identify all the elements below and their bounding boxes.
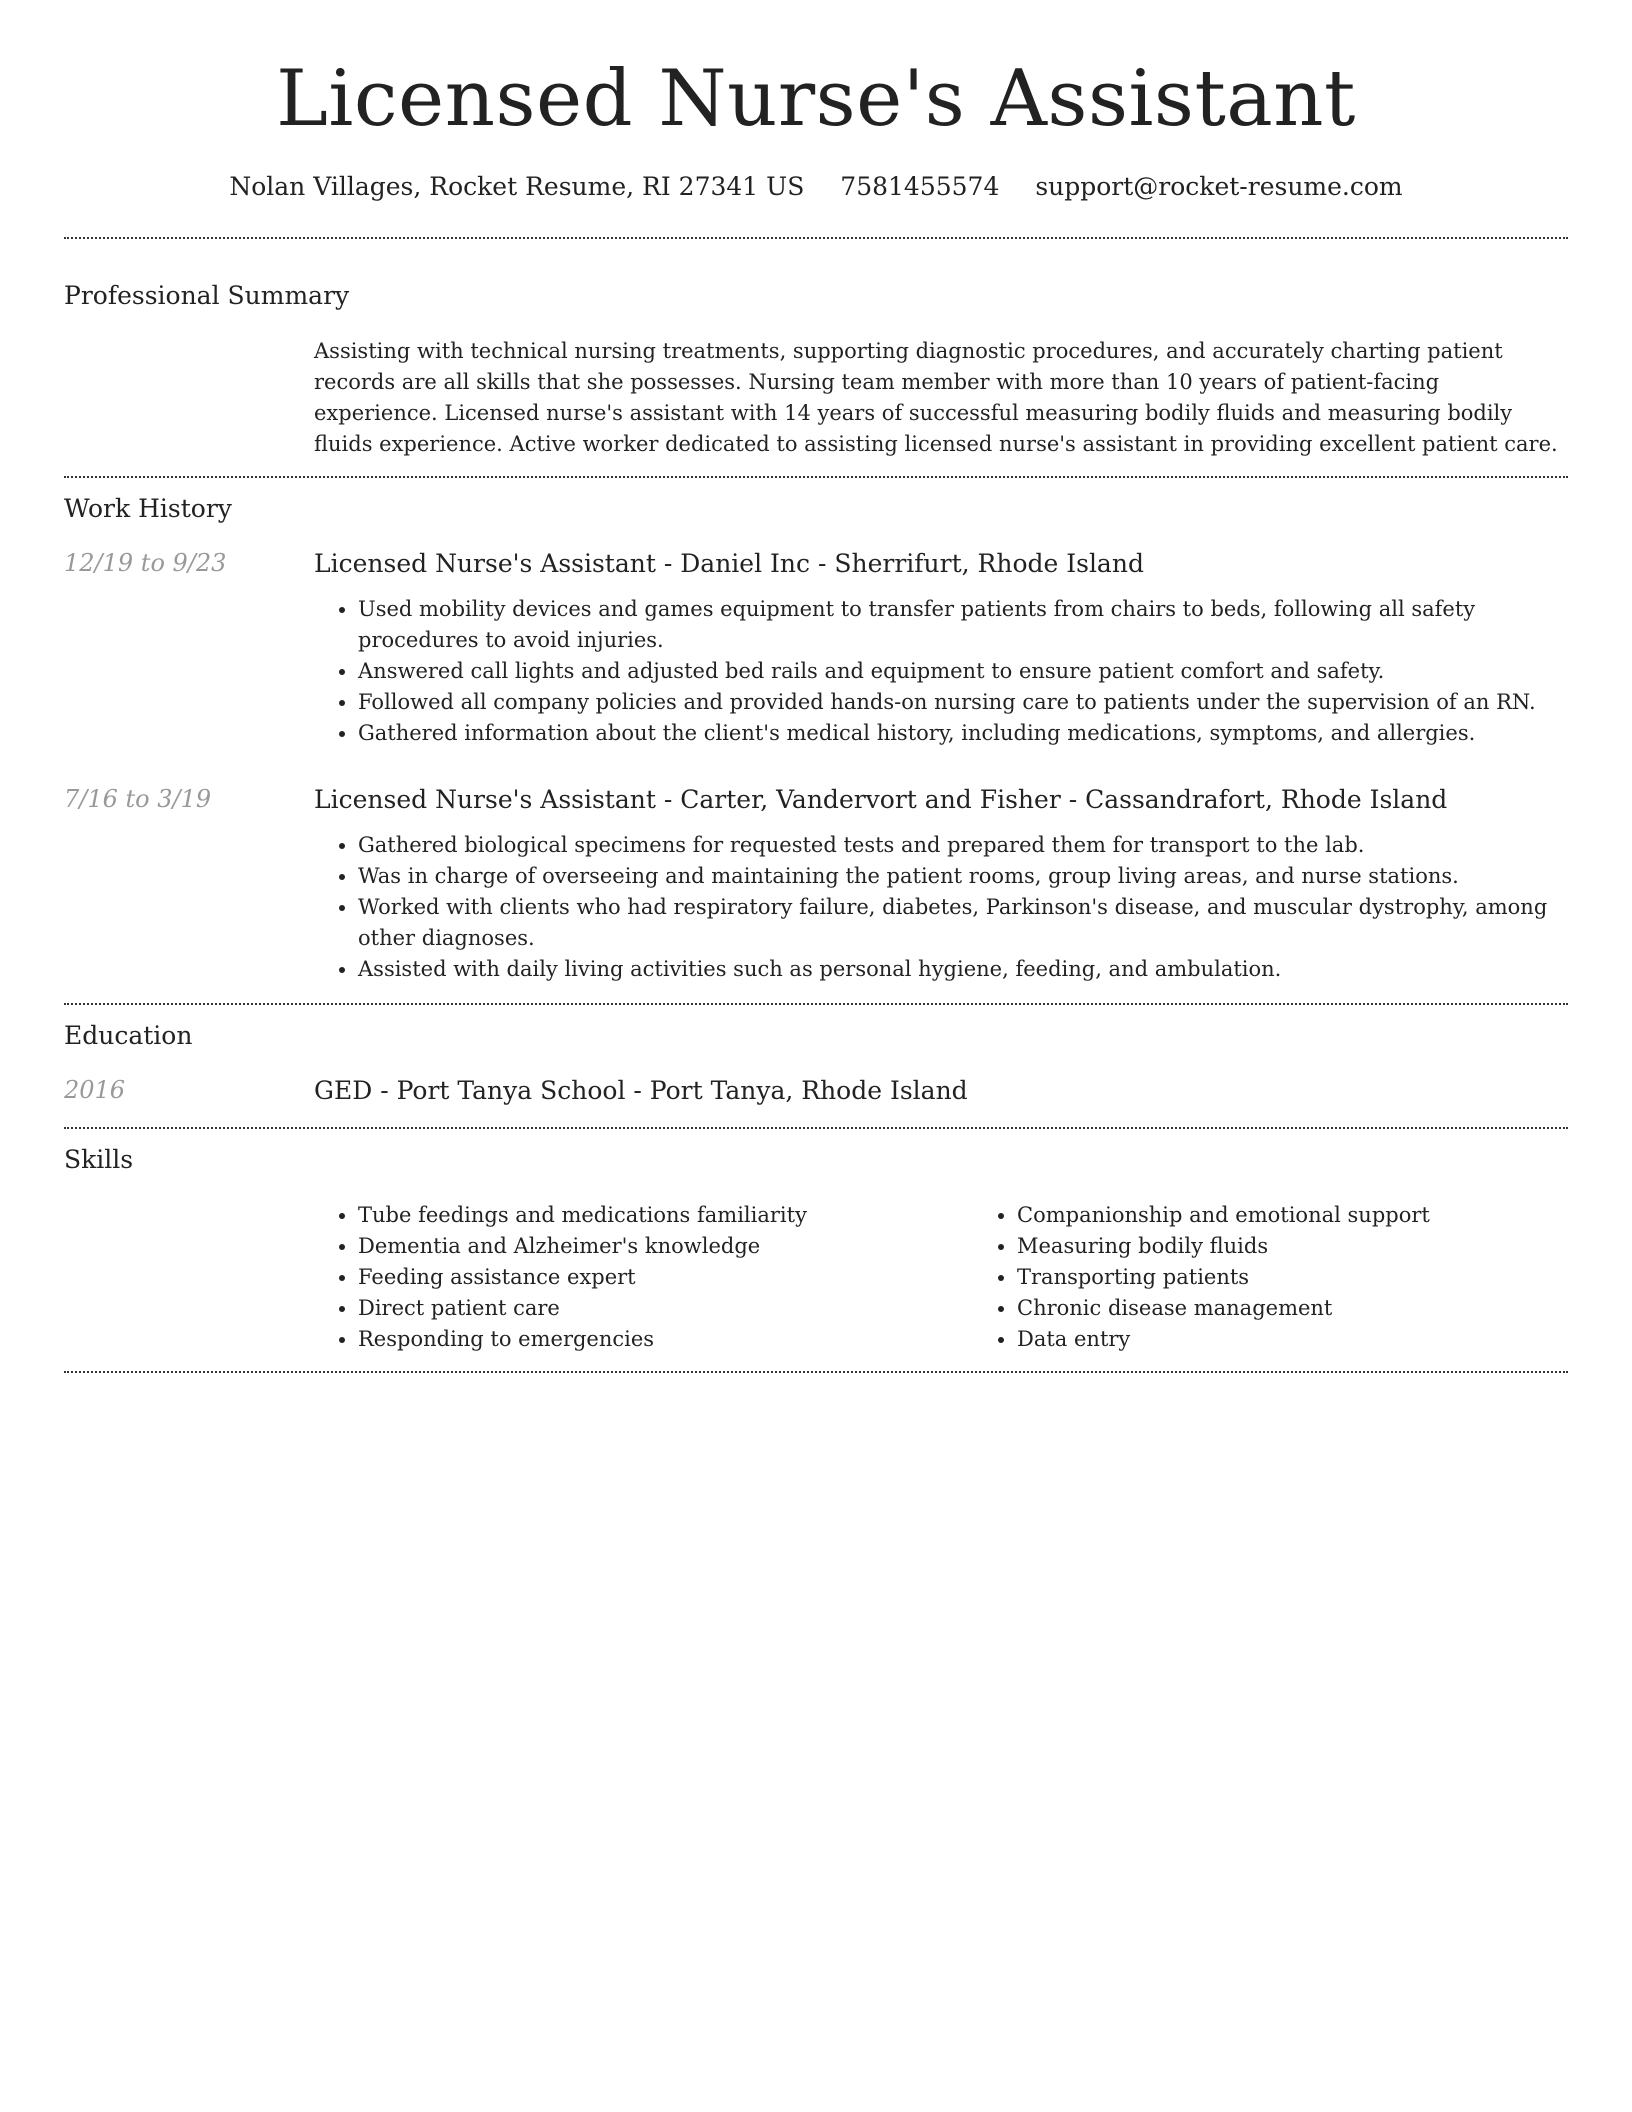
skill-item: • Responding to emergencies xyxy=(358,1324,973,1355)
divider xyxy=(64,476,1568,478)
job-dates: 7/16 to 3/19 xyxy=(64,785,212,813)
skill-item: • Chronic disease management xyxy=(1017,1293,1632,1324)
skills-list-left xyxy=(314,1200,973,1355)
skills-heading: Skills xyxy=(64,1145,134,1174)
skill-item: • Measuring bodily fluids xyxy=(1017,1231,1632,1262)
divider xyxy=(64,1127,1568,1129)
divider xyxy=(64,237,1568,239)
job-heading: Licensed Nurse's Assistant - Daniel Inc - Sherrifurt, Rhode Island xyxy=(314,549,1144,578)
job-bullets xyxy=(314,830,1568,985)
job-bullet: • Was in charge of overseeing and maintaining the patient rooms, group living areas, and nurse stations. xyxy=(358,861,1568,892)
contact-line xyxy=(64,172,1568,201)
divider xyxy=(64,1003,1568,1005)
education-detail: GED - Port Tanya School - Port Tanya, Rhode Island xyxy=(314,1076,968,1105)
skill-item: • Tube feedings and medications familiarity xyxy=(358,1200,973,1231)
work-history-section xyxy=(64,494,1568,985)
education-section xyxy=(64,1021,1568,1105)
resume-name: Licensed Nurse's Assistant xyxy=(276,54,1356,144)
job-bullet: • Used mobility devices and games equipment to transfer patients from chairs to beds, following all safety procedures to avoid injuries. xyxy=(358,594,1568,656)
job-dates: 12/19 to 9/23 xyxy=(64,549,227,577)
job-bullet: • Assisted with daily living activities such as personal hygiene, feeding, and ambulation. xyxy=(358,954,1568,985)
skills-list-right xyxy=(973,1200,1632,1355)
job-entry xyxy=(64,549,1568,749)
job-bullet: • Followed all company policies and provided hands-on nursing care to patients under the supervision of an RN. xyxy=(358,687,1568,718)
skill-item: • Feeding assistance expert xyxy=(358,1262,973,1293)
summary-section xyxy=(64,281,1568,460)
skill-item: • Direct patient care xyxy=(358,1293,973,1324)
summary-heading: Professional Summary xyxy=(64,281,350,310)
education-year: 2016 xyxy=(64,1076,126,1104)
education-heading: Education xyxy=(64,1021,193,1050)
skills-section xyxy=(64,1145,1568,1355)
education-entry xyxy=(64,1076,1568,1105)
work-history-heading: Work History xyxy=(64,494,232,523)
skill-item: • Transporting patients xyxy=(1017,1262,1632,1293)
job-entry xyxy=(64,785,1568,985)
job-bullet: • Answered call lights and adjusted bed rails and equipment to ensure patient comfort and safety. xyxy=(358,656,1568,687)
job-bullet: • Worked with clients who had respiratory failure, diabetes, Parkinson's disease, and muscular dystrophy, among other diagnoses. xyxy=(358,892,1568,954)
skill-item: • Dementia and Alzheimer's knowledge xyxy=(358,1231,973,1262)
job-bullet: • Gathered information about the client's medical history, including medications, symptoms, and allergies. xyxy=(358,718,1568,749)
job-bullets xyxy=(314,594,1568,749)
job-heading: Licensed Nurse's Assistant - Carter, Vandervort and Fisher - Cassandrafort, Rhode Island xyxy=(314,785,1448,814)
summary-text: Assisting with technical nursing treatments, supporting diagnostic procedures, and accurately charting patient records are all skills that she possesses. Nursing team member with more than 10 years of patient-facing experience. Licensed nurse's assistant with 14 years of successful measuring bodily fluids and measuring bodily fluids experience. Active worker dedicated to assisting licensed nurse's assistant in providing excellent patient care. xyxy=(314,339,1558,456)
contact-address: Nolan Villages, Rocket Resume, RI 27341 US xyxy=(229,172,805,201)
divider xyxy=(64,1371,1568,1373)
skill-item: • Companionship and emotional support xyxy=(1017,1200,1632,1231)
contact-phone: 7581455574 xyxy=(840,172,1000,201)
contact-email[interactable]: support@rocket-resume.com xyxy=(1035,172,1403,201)
job-bullet: • Gathered biological specimens for requested tests and prepared them for transport to the lab. xyxy=(358,830,1568,861)
skill-item: • Data entry xyxy=(1017,1324,1632,1355)
